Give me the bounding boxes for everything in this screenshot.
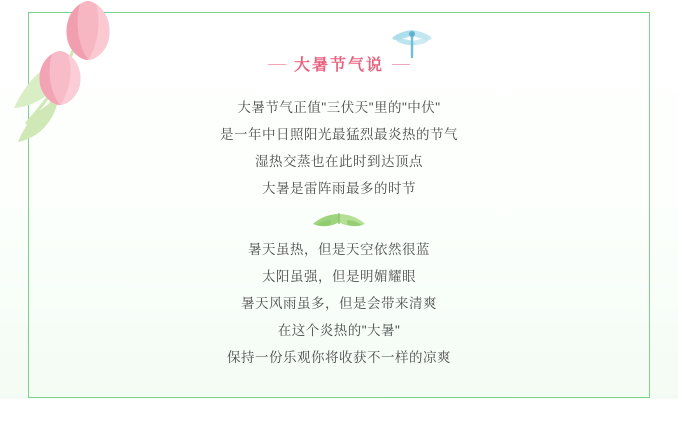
poem-line: 太阳虽强，但是明媚耀眼 <box>262 269 416 284</box>
poem-line: 暑天虽热，但是天空依然很蓝 <box>248 242 430 257</box>
page-title: 大暑节气说 <box>268 52 410 75</box>
poem-line: 暑天风雨虽多，但是会带来清爽 <box>241 296 437 311</box>
poem-line: 在这个炎热的"大暑" <box>277 323 401 338</box>
poem-line: 是一年中日照阳光最猛烈最炎热的节气 <box>220 127 458 142</box>
poem-line: 大暑节气正值"三伏天"里的"中伏" <box>237 100 441 115</box>
stanza-one <box>0 94 678 202</box>
stanza-two <box>0 236 678 371</box>
poem-line: 湿热交蒸也在此时到达顶点 <box>255 154 423 169</box>
leaf-divider-icon <box>309 210 369 232</box>
poem-line: 大暑是雷阵雨最多的时节 <box>262 181 416 196</box>
poem-line: 保持一份乐观你将收获不一样的凉爽 <box>227 350 451 365</box>
bottom-margin <box>0 399 678 423</box>
title-row <box>0 52 678 75</box>
